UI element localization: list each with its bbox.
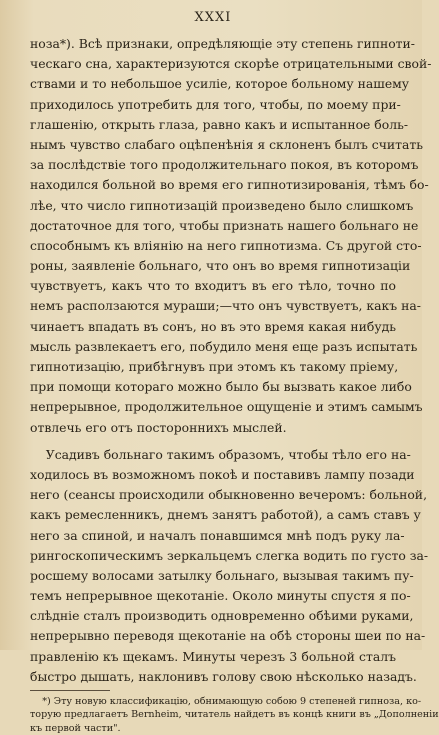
text-line: ноза*). Всѣ признаки, опредѣляющіе эту степень гипноти- (30, 36, 415, 51)
text-line: лѣе, что число гипнотизацій произведено было слишкомъ (30, 197, 414, 213)
text-line: непрерывно переводя щекотаніе на обѣ стороны шеи по на- (30, 628, 426, 644)
text-line: роны, заявленіе больнаго, что онъ во время гипнотизаціи (30, 258, 411, 274)
text-line: за послѣдствіе того продолжительнаго покоя, въ которомъ (30, 157, 419, 173)
text-line: быстро дышать, наклонивъ голову свою нѣсколько назадъ. (30, 668, 417, 684)
text-line: немъ расползаются мураши;—что онъ чувствуетъ, какъ на- (30, 298, 421, 314)
text-line: достаточное для того, чтобы признать нашего больнаго не (30, 217, 419, 233)
body-text (30, 34, 432, 687)
text-line: находился больной во время его гипнотизированія, тѣмъ бо- (30, 177, 429, 193)
text-line: него за спиной, и началъ понавшимся мнѣ подъ руку ла- (30, 527, 405, 543)
text-line: слѣдніе сталъ производить одновременно обѣими руками, (30, 608, 414, 624)
text-line: мысль развлекаетъ его, побудило меня еще разъ испытать (30, 338, 418, 354)
text-line: правленію къ щекамъ. Минуты черезъ 3 больной сталъ (30, 648, 396, 664)
text-line: нымъ чувство слабаго оцѣпенѣнія я склоненъ былъ считать (30, 136, 424, 152)
text-line: при помощи котораго можно было бы вызвать какое либо (30, 379, 412, 395)
text-line: темъ непрерывное щекотаніе. Около минуты спустя я по- (30, 588, 411, 604)
text-line: Усадивъ больнаго такимъ образомъ, чтобы тѣло его на- (30, 446, 411, 462)
text-line: приходилось употребить для того, чтобы, по моему при- (30, 96, 401, 112)
footnote-divider (30, 690, 110, 691)
footnote-line: *) Эту новую классификацію, обнимающую собою 9 степеней гипноза, ко- (30, 696, 422, 707)
text-line: глашенію, открыть глаза, равно какъ и испытанное боль- (30, 116, 409, 132)
text-line: непрерывное, продолжительное ощущеніе и этимъ самымъ (30, 399, 423, 415)
text-line: ческаго сна, характеризуются скорѣе отрицательными свой- (30, 56, 432, 72)
footnote-line: къ первой части". (30, 722, 121, 734)
text-line: какъ ремесленникъ, днемъ занятъ работой), а самъ ставъ у (30, 507, 421, 523)
text-line: ствами и то небольшое усиліе, которое больному нашему (30, 76, 410, 92)
text-line: ходилось въ возможномъ покоѣ и поставивъ лампу позади (30, 466, 415, 482)
text-line: отвлечь его отъ постороннихъ мыслей. (30, 419, 287, 435)
text-line: чинаетъ впадать въ сонъ, но въ это время какая нибудь (30, 318, 396, 334)
text-line: росшему волосами затылку больнаго, вызывая такимъ пу- (30, 567, 414, 583)
page-number: XXXI (194, 10, 232, 25)
text-line: гипнотизацію, прибѣгнувъ при этомъ къ такому пріему, (30, 359, 399, 374)
text-line: чувствуетъ, какъ что то входитъ въ его тѣло, точно по (30, 278, 396, 294)
paragraph-1 (30, 34, 432, 438)
text-line: способнымъ къ вліянію на него гипнотизма. Съ другой сто- (30, 237, 422, 253)
paragraph-gap (30, 438, 396, 445)
paragraph-2 (30, 445, 429, 687)
text-line: него (сеансы происходили обыкновенно вечеромъ: больной, (30, 487, 428, 503)
footnote (30, 695, 439, 735)
footnote-line: торую предлагаетъ Bernheim, читатель найдетъ въ концѣ книги въ „Дополненіи (30, 709, 439, 721)
text-line: рингоскопическимъ зеркальцемъ слегка водить по густо за- (30, 547, 429, 563)
